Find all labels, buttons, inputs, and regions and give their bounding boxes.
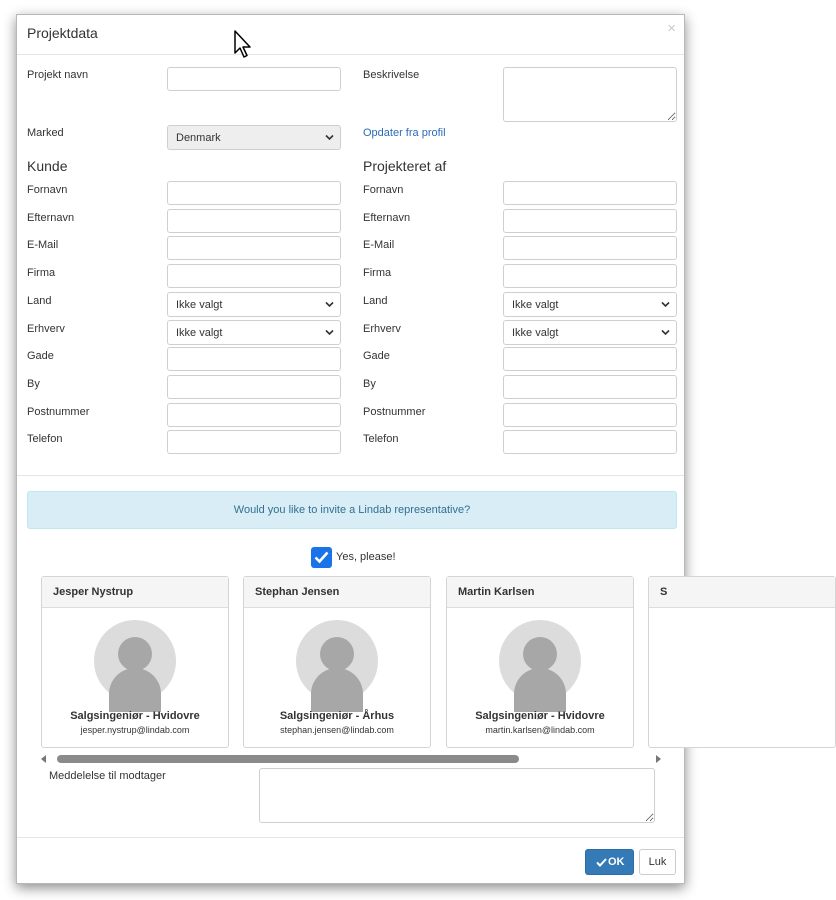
designer-field-label: Postnummer — [363, 405, 426, 418]
customer-field-label: By — [27, 377, 40, 390]
customer-firma-input[interactable] — [167, 264, 341, 288]
customer-field-label: Efternavn — [27, 211, 75, 224]
section-divider — [17, 475, 684, 476]
representative-name: S — [649, 577, 835, 608]
customer-gade-input[interactable] — [167, 347, 341, 371]
invite-checkbox[interactable] — [311, 547, 332, 568]
customer-erhverv-select[interactable] — [167, 320, 341, 345]
description-label: Beskrivelse — [363, 69, 420, 81]
checkmark-icon — [596, 858, 607, 867]
representatives-carousel — [41, 576, 668, 751]
designer-field-label: Efternavn — [363, 211, 411, 224]
message-label: Meddelelse til modtager — [49, 770, 166, 782]
avatar-icon — [296, 620, 378, 702]
close-button[interactable]: Luk — [639, 849, 676, 875]
project-name-label: Projekt navn — [27, 69, 89, 81]
designer-field-label: Land — [363, 294, 388, 307]
chevron-down-icon — [325, 301, 334, 308]
customer-telefon-input[interactable] — [167, 430, 341, 454]
designer-field-label: By — [363, 377, 376, 390]
close-icon[interactable]: × — [667, 20, 676, 37]
scrollbar-thumb[interactable] — [57, 755, 519, 763]
ok-button-label: OK — [608, 856, 625, 868]
representative-email: martin.karlsen@lindab.com — [485, 725, 595, 735]
customer-field-label: Telefon — [27, 433, 63, 446]
chevron-down-icon — [325, 329, 334, 336]
representative-email: jesper.nystrup@lindab.com — [80, 725, 190, 735]
designer-field-label: Fornavn — [363, 184, 404, 196]
representative-card[interactable] — [243, 576, 431, 748]
chevron-down-icon — [661, 329, 670, 336]
scroll-left-arrow-icon[interactable] — [41, 755, 46, 763]
designer-section-title: Projekteret af — [363, 158, 447, 174]
customer-efternavn-input[interactable] — [167, 209, 341, 233]
designer-fornavn-input[interactable] — [503, 181, 677, 205]
customer-field-label: Land — [27, 294, 52, 307]
project-name-input[interactable] — [167, 67, 341, 91]
customer-fornavn-input[interactable] — [167, 181, 341, 205]
description-textarea[interactable] — [503, 67, 677, 122]
designer-erhverv-select[interactable] — [503, 320, 677, 345]
designer-field-label: Erhverv — [363, 322, 401, 335]
designer-telefon-input[interactable] — [503, 430, 677, 454]
checkmark-icon — [314, 551, 329, 564]
market-select[interactable] — [167, 125, 341, 150]
representative-name: Jesper Nystrup — [42, 577, 228, 608]
customer-land-select[interactable] — [167, 292, 341, 317]
representative-role: Salgsingeniør - Hvidovre — [70, 710, 200, 722]
designer-field-label: Firma — [363, 267, 392, 280]
designer-email-input[interactable] — [503, 236, 677, 260]
designer-by-input[interactable] — [503, 375, 677, 399]
dialog-title: Projektdata — [27, 25, 98, 41]
invite-checkbox-label: Yes, please! — [336, 551, 396, 563]
designer-firma-input[interactable] — [503, 264, 677, 288]
representative-name: Stephan Jensen — [244, 577, 430, 608]
designer-field-label: Telefon — [363, 433, 399, 446]
select-value: Ikke valgt — [176, 326, 223, 339]
select-value: Ikke valgt — [512, 298, 559, 311]
designer-field-label: E-Mail — [363, 239, 395, 252]
representative-role: Salgsingeniør - Hvidovre — [475, 710, 605, 722]
market-select-value: Denmark — [176, 132, 221, 144]
representative-card[interactable] — [446, 576, 634, 748]
customer-email-input[interactable] — [167, 236, 341, 260]
representative-email: stephan.jensen@lindab.com — [280, 725, 394, 735]
select-value: Ikke valgt — [176, 298, 223, 311]
ok-button[interactable] — [585, 849, 634, 875]
representative-card[interactable] — [648, 576, 836, 748]
designer-postnummer-input[interactable] — [503, 403, 677, 427]
representative-name: Martin Karlsen — [447, 577, 633, 608]
customer-field-label: Postnummer — [27, 405, 90, 418]
customer-postnummer-input[interactable] — [167, 403, 341, 427]
select-value: Ikke valgt — [512, 326, 559, 339]
update-from-profile-link[interactable]: Opdater fra profil — [363, 127, 446, 139]
scroll-right-arrow-icon[interactable] — [656, 755, 661, 763]
customer-field-label: E-Mail — [27, 239, 59, 252]
customer-field-label: Erhverv — [27, 322, 65, 335]
representative-role: Salgsingeniør - Århus — [279, 710, 395, 722]
customer-field-label: Firma — [27, 267, 56, 280]
designer-gade-input[interactable] — [503, 347, 677, 371]
market-label: Marked — [27, 127, 64, 139]
carousel-scrollbar[interactable] — [41, 753, 661, 765]
chevron-down-icon — [325, 134, 334, 141]
dialog-header — [17, 15, 684, 55]
invite-alert: Would you like to invite a Lindab representative? — [27, 491, 677, 529]
projektdata-dialog — [16, 14, 685, 884]
chevron-down-icon — [661, 301, 670, 308]
designer-efternavn-input[interactable] — [503, 209, 677, 233]
avatar-icon — [499, 620, 581, 702]
customer-by-input[interactable] — [167, 375, 341, 399]
designer-land-select[interactable] — [503, 292, 677, 317]
mouse-pointer-icon — [234, 30, 254, 60]
customer-field-label: Gade — [27, 350, 54, 363]
customer-section-title: Kunde — [27, 158, 68, 174]
message-textarea[interactable] — [259, 768, 655, 823]
footer-divider — [17, 837, 684, 838]
designer-field-label: Gade — [363, 350, 390, 363]
customer-field-label: Fornavn — [27, 184, 68, 196]
avatar-icon — [94, 620, 176, 702]
representative-card[interactable] — [41, 576, 229, 748]
